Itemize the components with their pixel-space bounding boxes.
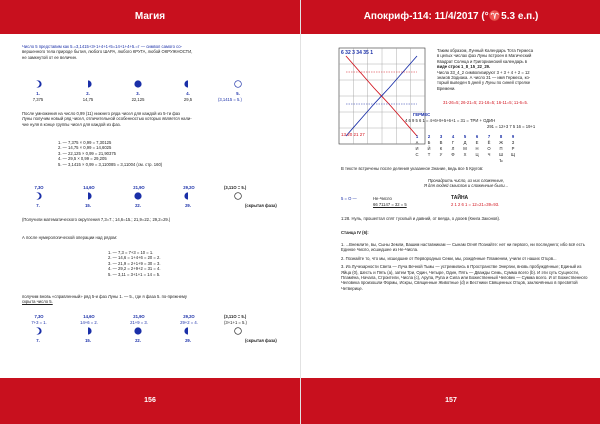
full-moon-icon — [134, 327, 142, 335]
waxing-crescent-icon — [34, 327, 42, 335]
germes-sum: 4 6 9 5 6 1 = 4+6+9+5+6+1 = 31 = ТРИ + ОДИН — [405, 118, 496, 123]
alphabet-number: 5 — [463, 134, 467, 139]
phase-label: 29. — [185, 203, 191, 208]
phase-label: 22. — [135, 203, 141, 208]
alphabet-letter: Ш — [499, 152, 503, 157]
phase-value: 22,125 — [131, 97, 145, 102]
subtraction-chain: 31-26=5; 26-21=5; 21-16=5; 16-11=5; 11-6=5. — [443, 100, 528, 105]
phase-sum: 7+3 = 1. — [31, 320, 47, 325]
text-line: получим вновь «справленный» ряд 5-и фаз Луны 1. — 5., где я фаза 5. по-прежнему — [22, 294, 187, 299]
alphabet-letter: Й — [427, 146, 431, 151]
waxing-crescent-icon — [34, 80, 42, 88]
alphabet-letter: Х — [463, 152, 467, 157]
alphabet-number: 8 — [499, 134, 503, 139]
alphabet-letter: М — [463, 146, 467, 151]
waxing-crescent-icon — [34, 192, 42, 200]
alphabet-letter: Щ — [511, 152, 515, 157]
text-line: в целых числах фаз Луны встроен в Магический — [437, 53, 532, 59]
last-quarter-icon — [184, 192, 192, 200]
numerology-intro: А после нумерологической операции над рядом: — [22, 235, 118, 240]
intro-paragraph — [437, 48, 587, 91]
phase-label: 4. — [186, 91, 190, 96]
stanza-paragraph: 3. Из Лучезарности Света — Луча Вечной Тьмы — устремились в Пространстве Энергии, вновь пробуждённые; Единый из Яйца (0), Шесть и Пять (а), затем Три, Один, Четыре, Один, Пять — Дважды Семь, Сумма всего (b). И эти суть Сущности, Пламёна, Начала, Строители, Числа (c), Арупа, Рупа и Сила или Божественный Человек — Сумма всего. И от Божественного Человека произошли Формы, Искры, Священные Животные (d) и Вестники Священных Отцов, заключённых в пресвятой Четверице. — [341, 264, 588, 291]
magic-square-diagram — [337, 46, 427, 146]
phase-value: 29,5 — [183, 97, 193, 102]
right-header-title: Апокриф-114: 11/4/2017 (°♈5.3 е.п.) — [363, 11, 539, 22]
alphabet-letter: Д — [463, 140, 467, 145]
intro-line: Число 5 представим как 5.=3,1415+3+1+4+1+5=14+1+4+5.=т — символ самого со- — [22, 44, 182, 49]
first-quarter-icon — [84, 80, 92, 88]
alphabet-letter: К — [439, 146, 443, 151]
grid-top-numbers: 6 32 3 34 35 1 — [341, 50, 373, 56]
book-note: 1:28. Нуль, прошептал спят тусклый и давний, от веяда, о дооев (Книга Законов). — [341, 216, 501, 221]
alphabet-letter: Ф — [451, 152, 455, 157]
phase-value: 14,6О — [83, 314, 95, 319]
alphabet-letter: Б — [427, 140, 431, 145]
formula-term: 66 71147 = 32 = 5 — [373, 202, 407, 207]
text-line: Числа 33_4_2 символизируют 3 + 3 + 4 + 2 = 12 — [437, 69, 530, 75]
phase-value: 14,6О — [83, 185, 95, 190]
calc-line: 2. — 14,6 = 1+4+6 = 20 = 2. — [108, 255, 161, 261]
right-header — [301, 0, 600, 34]
calc-line: 1. — 7,3 = 7+3 = 10 = 1. — [108, 250, 154, 255]
phase-value: 7,3О — [34, 185, 44, 190]
formula-result: 2 1 2 6 1 = 12=21=39=93. — [451, 202, 500, 207]
phase-value: 21,9О — [133, 314, 145, 319]
alphabet-number: 1 — [415, 134, 419, 139]
phase-value: 29,2О — [183, 314, 195, 319]
alphabet-letter: Н — [475, 146, 479, 151]
alphabet-number-row — [411, 134, 519, 139]
phase-value: 14,75 — [82, 97, 94, 102]
new-moon-icon — [234, 327, 242, 335]
calc-line: 5. — 3,11 = 3+1+1 = 14 = 5. — [108, 271, 161, 277]
formula-label: 5 = О — — [341, 196, 357, 201]
alphabet-letter: Г — [451, 140, 455, 145]
phase-label: 7. — [36, 203, 40, 208]
calc-line: 4. — 29,2 = 2+9+2 = 31 = 4. — [108, 266, 161, 272]
left-header-title: Магия — [134, 11, 166, 22]
calc-line: 3. — 22,125 × 0,99 = 21,90375 — [58, 150, 116, 156]
alphabet-letter: Ц — [475, 152, 479, 157]
phase-label: (скрытая фаза) — [245, 338, 277, 343]
alphabet-letter: Ж — [499, 140, 503, 145]
phase-label: 3. — [136, 91, 140, 96]
result-paragraph — [22, 294, 284, 305]
formula-result: ТАЙНА — [451, 195, 469, 201]
calc-line: 3. — 21,9 = 2+1+9 = 30 = 3. — [108, 260, 161, 266]
alphabet-letter: В — [439, 140, 443, 145]
alphabet-letter: З — [511, 140, 515, 145]
phase-value: 7,375 — [32, 97, 44, 102]
text-line: виде строк 1_8_15_22_29. — [437, 64, 491, 70]
alphabet-letter: П — [499, 146, 503, 151]
magic-square-grid — [337, 46, 427, 146]
page-number: 157 — [445, 397, 457, 404]
alphabet-letter: Ъ — [499, 158, 503, 163]
alphabet-letter: А — [415, 140, 419, 145]
alphabet-row — [411, 152, 519, 157]
phase-label: 5. — [236, 91, 240, 96]
first-quarter-icon — [84, 192, 92, 200]
text-line: Таким образом, Лунный Календарь Тота Гермеса — [437, 48, 534, 53]
phase-label: 7. — [36, 338, 40, 343]
last-quarter-icon — [184, 80, 192, 88]
new-moon-icon — [234, 80, 242, 88]
multiplication-paragraph — [22, 111, 284, 127]
phase-value: (3,11О = 5.) — [224, 185, 247, 190]
phase-value: (3,1415 = 5.) — [218, 97, 242, 102]
intro-line: не замкнутой от ее величин. — [22, 54, 78, 60]
full-moon-icon — [134, 80, 142, 88]
calc-line: 4. — 29,5 × 0,99 = 29,205 — [58, 156, 107, 162]
alphabet-row — [411, 140, 519, 145]
text-line: чие нуля в конце группы чисел для каждой из фаз. — [22, 121, 121, 127]
text-line: торый выведен 5 дней у Луны по синей стрелке — [437, 80, 531, 86]
intro-paragraph — [22, 44, 284, 60]
calc-line: 5. — 3,1415 × 0,99 = 3,110085 = 3,11004 (см. стр. 160) — [58, 161, 163, 167]
alphabet-number: 4 — [451, 134, 455, 139]
phase-label: 2. — [86, 91, 90, 96]
left-footer — [0, 378, 300, 424]
text-line: Времени. — [437, 85, 456, 91]
quote-line: Я для людей смыслов и сложенные были... — [423, 183, 509, 189]
stanza-paragraph: 1. ...Внемлите, вы, Сыны Земли, Вашим наставникам — Сынам Огня! Познайте: нет ни первого, ни последнего; ибо всё есть Единое Число, исшедшее из Не-Числа. — [341, 242, 585, 253]
alphabet-number: 6 — [475, 134, 479, 139]
phase-sum: 21+9 = 3. — [130, 320, 148, 325]
alphabet-row — [411, 146, 519, 151]
new-moon-icon — [234, 192, 242, 200]
phase-sum: 14+6 = 2. — [80, 320, 98, 325]
text-line: После умножения на число 0,99 (11) нижнего ряда чисел для каждой из 5-ти фаз — [22, 111, 180, 116]
alphabet-letter: С — [415, 152, 419, 157]
calc-line: 1. — 7,375 × 0,99 = 7,30125 — [58, 140, 112, 145]
phase-value: 7,3О — [34, 314, 44, 319]
alphabet-number: 7 — [487, 134, 491, 139]
alphabet-letter: Ч — [487, 152, 491, 157]
alphabet-number: 3 — [439, 134, 443, 139]
full-moon-icon — [134, 192, 142, 200]
alphabet-letter: Е — [475, 140, 479, 145]
grid-bottom-numbers: 13 20 21 27 — [341, 132, 365, 137]
first-quarter-icon — [84, 327, 92, 335]
phase-value: 29,2О — [183, 185, 195, 190]
intro-line: вершенного тела природе бытия, любого ШАРА, любого КРУГА, любой ОКРУЖНОСТИ, — [22, 49, 193, 55]
rounding-note: (Получили математического округления 7,3=7.; 14,6=15.; 21,9=22.; 29,2=29.) — [22, 217, 171, 222]
stanza-paragraph: 2. Познайте то, что мы, исшедшие от Первородных Семи, мы, рождённые Пламенем, учили от наших Отцов... — [341, 255, 557, 261]
text-line: знаков Зодиака. А число 31 — имя Гермеса, ко- — [437, 75, 531, 81]
alphabet-row — [411, 158, 519, 163]
text-line: Луны получим новый ряд чисел, отличительной особенностью которых является нали- — [22, 116, 192, 122]
alphabet-letter: О — [487, 146, 491, 151]
right-page — [300, 0, 600, 424]
stanza-text — [341, 242, 591, 291]
numerology-list — [108, 250, 278, 277]
alphabet-number: 9 — [511, 134, 515, 139]
phase-value: 21,9О — [133, 185, 145, 190]
quote-block — [341, 178, 591, 189]
alphabet-letter: Л — [451, 146, 455, 151]
stanza-label: Станца IV (6): — [341, 230, 369, 235]
circles-paragraph: В тексте встречены после деления указанное Знание, ведь все 5 Кругов: — [341, 166, 484, 171]
left-header — [0, 0, 300, 34]
phase-value: (3,11О = 5.) — [224, 314, 247, 319]
alphabet-letter: Ё — [487, 140, 491, 145]
right-footer — [301, 378, 600, 424]
alphabet-letter: Т — [427, 152, 431, 157]
page-number: 156 — [144, 397, 156, 404]
phase-sum: 29+2 = 4. — [180, 320, 198, 325]
germes-label: ГЕРМЕС — [413, 112, 431, 117]
phase-label: 29. — [185, 338, 191, 343]
alphabet-number: 2 — [427, 134, 431, 139]
alphabet-letter: У — [439, 152, 443, 157]
formula-term: Не-Число — [373, 196, 392, 201]
phase-label: 15. — [85, 338, 91, 343]
quote-line: Пронадрить число, из них сложенные, — [427, 178, 505, 183]
multiplication-list — [58, 140, 288, 167]
text-line: Квадрат Солнца и Григорианский календарь в — [437, 58, 527, 64]
germes-sum-second: 291 = 12+3 7 5 16 = 19+1 — [487, 124, 536, 129]
alphabet-letter: И — [415, 146, 419, 151]
alphabet-letter: Р — [511, 146, 515, 151]
text-line: скрыта число 5. — [22, 299, 53, 305]
phase-label: 15. — [85, 203, 91, 208]
phase-label: 22. — [135, 338, 141, 343]
last-quarter-icon — [184, 327, 192, 335]
phase-label: (скрытая фаза) — [245, 203, 277, 208]
calc-line: 2. — 14,75 × 0,99 = 14,6025 — [58, 145, 112, 151]
phase-sum: (3+1+1 = 5.) — [224, 320, 247, 325]
phase-label: 1. — [36, 91, 40, 96]
